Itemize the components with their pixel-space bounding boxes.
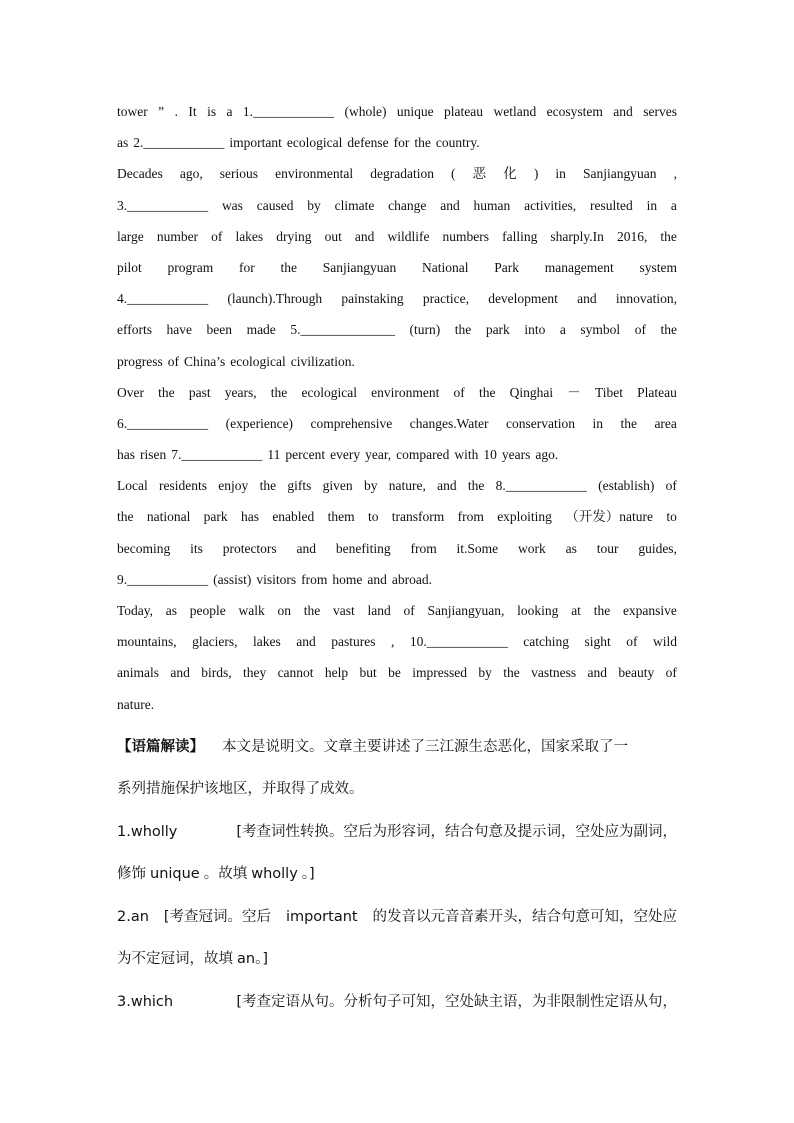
- word: into: [524, 322, 546, 338]
- word: symbol: [580, 322, 621, 338]
- word: expansive: [622, 603, 677, 618]
- explanation-text: 的发音以元音音素开头，结合句意可知，空处应: [372, 908, 677, 925]
- word: to: [666, 509, 677, 525]
- word: residents: [159, 478, 208, 494]
- word: conservation: [505, 415, 575, 431]
- word: painstaking: [341, 291, 404, 307]
- word: of: [634, 322, 646, 338]
- word: be: [388, 665, 401, 681]
- word: of: [453, 384, 465, 400]
- word: every: [330, 447, 361, 463]
- passage-line: [117, 408, 677, 439]
- word: defense: [347, 135, 389, 151]
- explanation-text: [考查冠词。空后: [163, 908, 272, 925]
- word: and: [296, 634, 316, 650]
- word: country.: [435, 135, 480, 151]
- word: it.Some: [456, 540, 499, 556]
- word: the: [467, 478, 485, 494]
- word: human: [473, 197, 511, 213]
- word: the: [280, 259, 297, 275]
- word: in: [592, 415, 603, 431]
- word: vast: [333, 603, 355, 618]
- word: home: [332, 571, 363, 587]
- answer-blank: 9.____________: [117, 571, 209, 587]
- explanation-text: 为不定冠词，故填: [117, 951, 233, 968]
- explanation-line: [117, 726, 677, 769]
- word: Park: [494, 259, 519, 275]
- passage-line: [117, 657, 677, 688]
- word: climate: [334, 197, 375, 213]
- word: been: [206, 322, 233, 338]
- explanation-text: 系列措施保护该地区，并取得了成效。: [117, 781, 364, 798]
- passage-line: [117, 564, 677, 595]
- word: important: [229, 135, 282, 151]
- explanation-line: [117, 768, 677, 811]
- word: with: [454, 447, 479, 463]
- word: Over: [117, 384, 144, 400]
- word: year,: [365, 447, 392, 463]
- word: in: [646, 197, 658, 213]
- word: caused: [256, 197, 294, 213]
- word: cannot: [277, 665, 314, 681]
- word: Tibet: [594, 384, 623, 400]
- word: people: [189, 603, 226, 618]
- word: national: [146, 509, 191, 525]
- word: progress: [117, 353, 163, 369]
- answer-blank: 3.____________: [117, 197, 209, 213]
- explanation-text: important: [285, 908, 358, 925]
- word: from: [301, 571, 328, 587]
- word: Sanjiangyuan: [322, 259, 397, 275]
- explanation-line: [117, 811, 677, 854]
- word: on: [277, 603, 292, 618]
- word: the: [414, 135, 431, 151]
- word: tour: [596, 540, 619, 556]
- word: sharply.In: [550, 228, 604, 244]
- word: numbers: [442, 228, 490, 244]
- word: a: [670, 197, 677, 213]
- explanation-text: [考查词性转换。空后为形容词，结合句意及提示词，空处应为副词，: [236, 823, 677, 840]
- answer-blank: 8.____________: [495, 478, 587, 494]
- word: program: [167, 259, 214, 275]
- word: risen: [140, 447, 167, 463]
- explanation-text: 修饰: [117, 866, 146, 883]
- word: 恶: [472, 166, 487, 182]
- explanation-text: unique: [150, 866, 200, 883]
- word: by: [307, 197, 321, 213]
- explanation-text: 3.which: [117, 993, 174, 1010]
- word: system: [639, 259, 677, 275]
- word: （开发）nature: [565, 509, 653, 525]
- word: of: [665, 665, 677, 681]
- word: by: [363, 478, 378, 494]
- word: as: [565, 540, 577, 556]
- word: ago.: [535, 447, 559, 463]
- word: for: [239, 259, 255, 275]
- word: resulted: [590, 197, 633, 213]
- word: and: [577, 291, 597, 307]
- word: China’s: [184, 353, 226, 369]
- word: environment: [371, 384, 440, 400]
- word: Local: [117, 478, 148, 494]
- passage-line: [117, 595, 677, 626]
- word: ecological: [301, 384, 357, 400]
- word: large: [117, 228, 144, 244]
- explanation-heading: 【语篇解读】: [117, 738, 204, 755]
- word: lakes: [252, 634, 281, 650]
- word: pastures: [331, 634, 376, 650]
- word: 10: [483, 447, 497, 463]
- word: to: [367, 509, 379, 525]
- word: plateau: [444, 104, 484, 119]
- word: (experience): [225, 415, 294, 431]
- word: ecosystem: [546, 104, 603, 119]
- word: visitors: [256, 571, 297, 587]
- word: National: [422, 259, 469, 275]
- word: serious: [219, 166, 259, 182]
- word: and: [170, 665, 190, 681]
- passage-line: [117, 127, 677, 158]
- word: the: [620, 415, 637, 431]
- word: them: [327, 509, 355, 525]
- word: ,: [390, 634, 395, 650]
- word: the: [270, 384, 288, 400]
- word: nature,: [388, 478, 426, 494]
- word: as: [165, 603, 178, 618]
- passage-line: [117, 626, 677, 657]
- answer-blank: 4.____________: [117, 291, 209, 307]
- word: walk: [238, 603, 265, 618]
- word: gifts: [287, 478, 312, 494]
- word: 化: [503, 166, 517, 182]
- word: but: [359, 665, 377, 681]
- word: pilot: [117, 259, 142, 275]
- passage-line: [117, 190, 677, 221]
- word: Sanjiangyuan: [583, 166, 657, 182]
- word: in: [555, 166, 566, 182]
- word: environmental: [275, 166, 354, 182]
- word: development: [488, 291, 558, 307]
- passage-line: [117, 96, 677, 127]
- word: glaciers,: [192, 634, 238, 650]
- word: have: [166, 322, 193, 338]
- word: years,: [224, 384, 257, 400]
- word: degradation: [370, 166, 434, 182]
- word: (establish): [598, 478, 655, 494]
- word: the: [259, 478, 277, 494]
- document-page: [117, 96, 677, 1023]
- word: and: [587, 665, 607, 681]
- word: given: [322, 478, 353, 494]
- word: sight: [584, 634, 611, 650]
- word: vastness: [531, 665, 577, 681]
- word: 2016,: [616, 228, 648, 244]
- word: management: [544, 259, 614, 275]
- word: was: [221, 197, 243, 213]
- word: the: [660, 322, 677, 338]
- word: wild: [652, 634, 677, 650]
- word: from: [457, 509, 484, 525]
- word: serves: [643, 104, 677, 119]
- word: area: [654, 415, 677, 431]
- cloze-passage: [117, 96, 677, 720]
- word: ): [533, 166, 539, 182]
- word: ago,: [179, 166, 203, 182]
- passage-line: [117, 158, 677, 189]
- explanation-section: [117, 726, 677, 1024]
- word: has: [240, 509, 259, 525]
- word: (: [451, 166, 456, 182]
- word: nature.: [117, 696, 155, 712]
- word: number: [156, 228, 199, 244]
- word: has: [117, 447, 135, 463]
- word: Decades: [117, 166, 163, 182]
- word: .: [174, 104, 178, 119]
- word: abroad.: [391, 571, 432, 587]
- explanation-line: [117, 981, 677, 1024]
- word: comprehensive: [310, 415, 393, 431]
- explanation-line: [117, 853, 677, 896]
- word: innovation,: [615, 291, 677, 307]
- word: the: [158, 384, 175, 400]
- answer-blank: 7.____________: [171, 447, 263, 463]
- word: beauty: [618, 665, 655, 681]
- word: activities,: [524, 197, 577, 213]
- word: of: [211, 228, 223, 244]
- word: change: [388, 197, 427, 213]
- word: unique: [396, 104, 434, 119]
- passage-line: [117, 346, 677, 377]
- word: (launch).Through: [227, 291, 323, 307]
- passage-line: [117, 501, 677, 532]
- word: the: [303, 603, 321, 618]
- word: park: [203, 509, 228, 525]
- word: the: [478, 384, 496, 400]
- explanation-line: [117, 938, 677, 981]
- word: work: [518, 540, 546, 556]
- word: －: [567, 384, 581, 400]
- passage-line: [117, 314, 677, 345]
- word: mountains,: [117, 634, 177, 650]
- word: a: [226, 104, 233, 119]
- passage-line: [117, 221, 677, 252]
- word: civilization.: [290, 353, 355, 369]
- word: transform: [391, 509, 445, 525]
- word: lakes: [235, 228, 264, 244]
- explanation-text: wholly: [251, 866, 298, 883]
- word: falling: [502, 228, 538, 244]
- word: drying: [276, 228, 312, 244]
- passage-line: [117, 283, 677, 314]
- word: practice,: [422, 291, 469, 307]
- word: as: [117, 135, 129, 151]
- answer-blank: 1.____________: [242, 104, 335, 119]
- explanation-text: 。]: [301, 866, 315, 883]
- explanation-line: [117, 896, 677, 939]
- word: of: [167, 353, 179, 369]
- word: from: [410, 540, 437, 556]
- word: a: [559, 322, 566, 338]
- word: (whole): [344, 104, 387, 119]
- word: for: [393, 135, 410, 151]
- word: compared: [396, 447, 450, 463]
- word: Today,: [117, 603, 154, 618]
- word: Plateau: [637, 384, 677, 400]
- word: park: [485, 322, 510, 338]
- explanation-text: [考查定语从句。分析句子可知，空处缺主语，为非限制性定语从句，: [236, 993, 677, 1010]
- word: enjoy: [218, 478, 249, 494]
- word: of: [403, 603, 415, 618]
- word: made: [246, 322, 276, 338]
- word: of: [626, 634, 638, 650]
- word: the: [503, 665, 520, 681]
- explanation-text: 2.an: [117, 908, 149, 925]
- word: past: [188, 384, 211, 400]
- word: benefiting: [335, 540, 391, 556]
- passage-line: [117, 533, 677, 564]
- word: they: [242, 665, 267, 681]
- passage-line: [117, 377, 677, 408]
- word: ecological: [286, 135, 343, 151]
- word: years: [501, 447, 531, 463]
- word: protectors: [222, 540, 277, 556]
- passage-line: [117, 470, 677, 501]
- word: wildlife: [387, 228, 430, 244]
- word: of: [665, 478, 677, 494]
- word: guides,: [638, 540, 677, 556]
- answer-blank: 10.____________: [409, 634, 508, 650]
- word: efforts: [117, 322, 152, 338]
- word: It: [188, 104, 197, 119]
- word: the: [117, 509, 134, 525]
- word: percent: [285, 447, 326, 463]
- passage-line: [117, 439, 677, 470]
- word: ,: [673, 166, 677, 182]
- word: the: [593, 603, 611, 618]
- explanation-text: 1.wholly: [117, 823, 178, 840]
- word: catching: [523, 634, 569, 650]
- word: exploiting: [497, 509, 552, 525]
- word: tower: [117, 104, 148, 119]
- word: out: [324, 228, 342, 244]
- word: the: [454, 322, 472, 338]
- word: animals: [117, 665, 159, 681]
- word: and: [613, 104, 633, 119]
- word: and: [354, 228, 375, 244]
- word: (turn): [409, 322, 441, 338]
- word: changes.Water: [409, 415, 489, 431]
- word: and: [367, 571, 387, 587]
- explanation-text: an。]: [237, 951, 268, 968]
- word: ”: [158, 104, 165, 119]
- word: ecological: [230, 353, 286, 369]
- word: and: [437, 478, 457, 494]
- word: and: [440, 197, 460, 213]
- word: Qinghai: [509, 384, 554, 400]
- word: birds,: [201, 665, 232, 681]
- word: wetland: [493, 104, 537, 119]
- word: Sanjiangyuan,: [427, 603, 505, 618]
- word: at: [571, 603, 581, 618]
- word: becoming: [117, 540, 171, 556]
- answer-blank: 5.______________: [290, 322, 395, 338]
- word: help: [324, 665, 349, 681]
- word: is: [207, 104, 217, 119]
- word: looking: [517, 603, 559, 618]
- word: by: [478, 665, 492, 681]
- word: land: [367, 603, 391, 618]
- passage-line: [117, 689, 677, 720]
- passage-line: [117, 252, 677, 283]
- word: enabled: [272, 509, 315, 525]
- explanation-text: 。故填: [203, 866, 248, 883]
- word: impressed: [412, 665, 468, 681]
- answer-blank: 6.____________: [117, 415, 209, 431]
- word: 11: [267, 447, 281, 463]
- answer-blank: 2.____________: [133, 135, 225, 151]
- word: and: [296, 540, 317, 556]
- word: the: [660, 228, 677, 244]
- word: its: [190, 540, 203, 556]
- word: (assist): [213, 571, 252, 587]
- explanation-text: 本文是说明文。文章主要讲述了三江源生态恶化，国家采取了一: [222, 738, 628, 755]
